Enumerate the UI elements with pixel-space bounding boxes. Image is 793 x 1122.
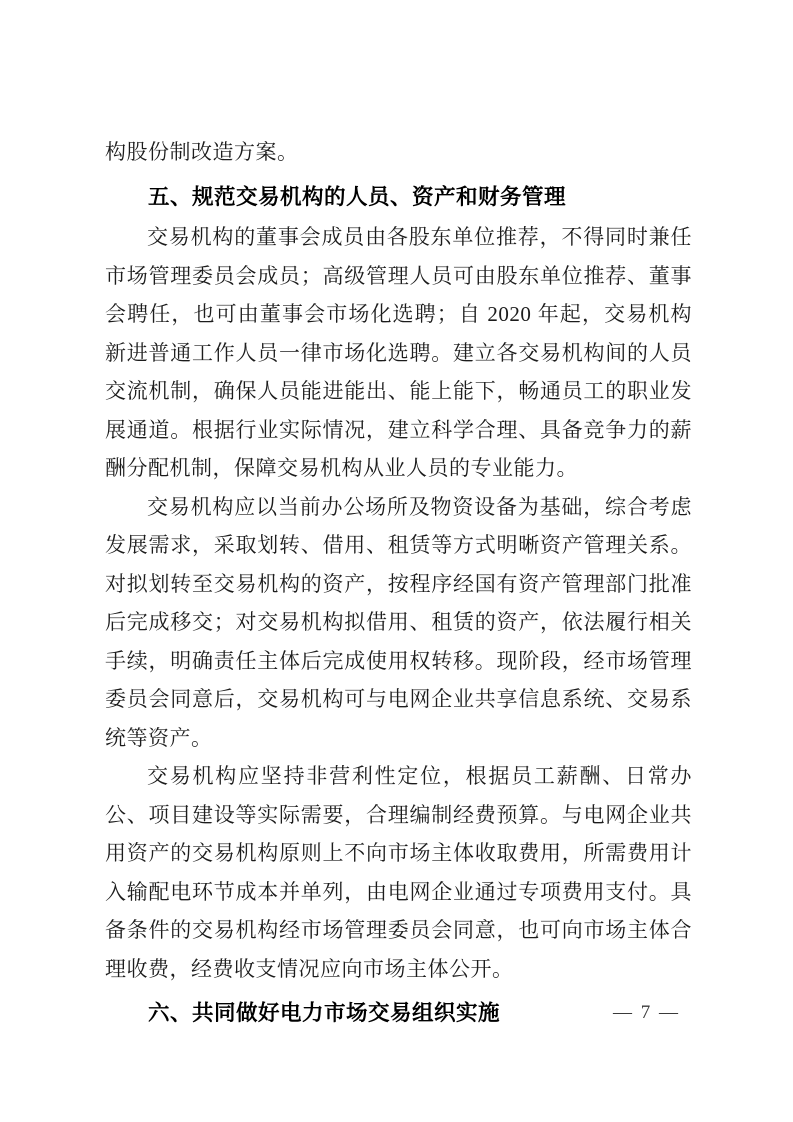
paragraph-continuation: 构股份制改造方案。 <box>105 140 299 164</box>
section-5-paragraph-1: 交易机构的董事会成员由各股东单位推荐，不得同时兼任市场管理委员会成员；高级管理人员可由股东单位推荐、董事会聘任，也可由董事会市场化选聘；自 2020 年起，交易机构新进普通工作人员一律市场化选聘。建立各交易机构间的人员交流机制，确保人员能进能出、能上能下，畅通员工的职业发展通道。根据行业实际情况，建立科学合理、具备竞争力的薪酬分配机制，保障交易机构从业人员的专业能力。 <box>105 225 692 480</box>
page-number: — 7 — <box>613 1002 680 1023</box>
section-5-paragraph-3: 交易机构应坚持非营利性定位，根据员工薪酬、日常办公、项目建设等实际需要，合理编制经费预算。与电网企业共用资产的交易机构原则上不向市场主体收取费用，所需费用计入输配电环节成本并单列，由电网企业通过专项费用支付。具备条件的交易机构经市场管理委员会同意，也可向市场主体合理收费，经费收支情况应向市场主体公开。 <box>105 764 692 981</box>
section-5-paragraph-2: 交易机构应以当前办公场所及物资设备为基础，综合考虑发展需求，采取划转、借用、租赁等方式明晰资产管理关系。对拟划转至交易机构的资产，按程序经国有资产管理部门批准后完成移交；对交易机构拟借用、租赁的资产，依法履行相关手续，明确责任主体后完成使用权转移。现阶段，经市场管理委员会同意后，交易机构可与电网企业共享信息系统、交易系统等资产。 <box>105 494 692 750</box>
section-heading-5: 五、规范交易机构的人员、资产和财务管理 <box>148 184 567 209</box>
document-content <box>105 133 692 1035</box>
section-heading-6: 六、共同做好电力市场交易组织实施 <box>148 1001 501 1025</box>
